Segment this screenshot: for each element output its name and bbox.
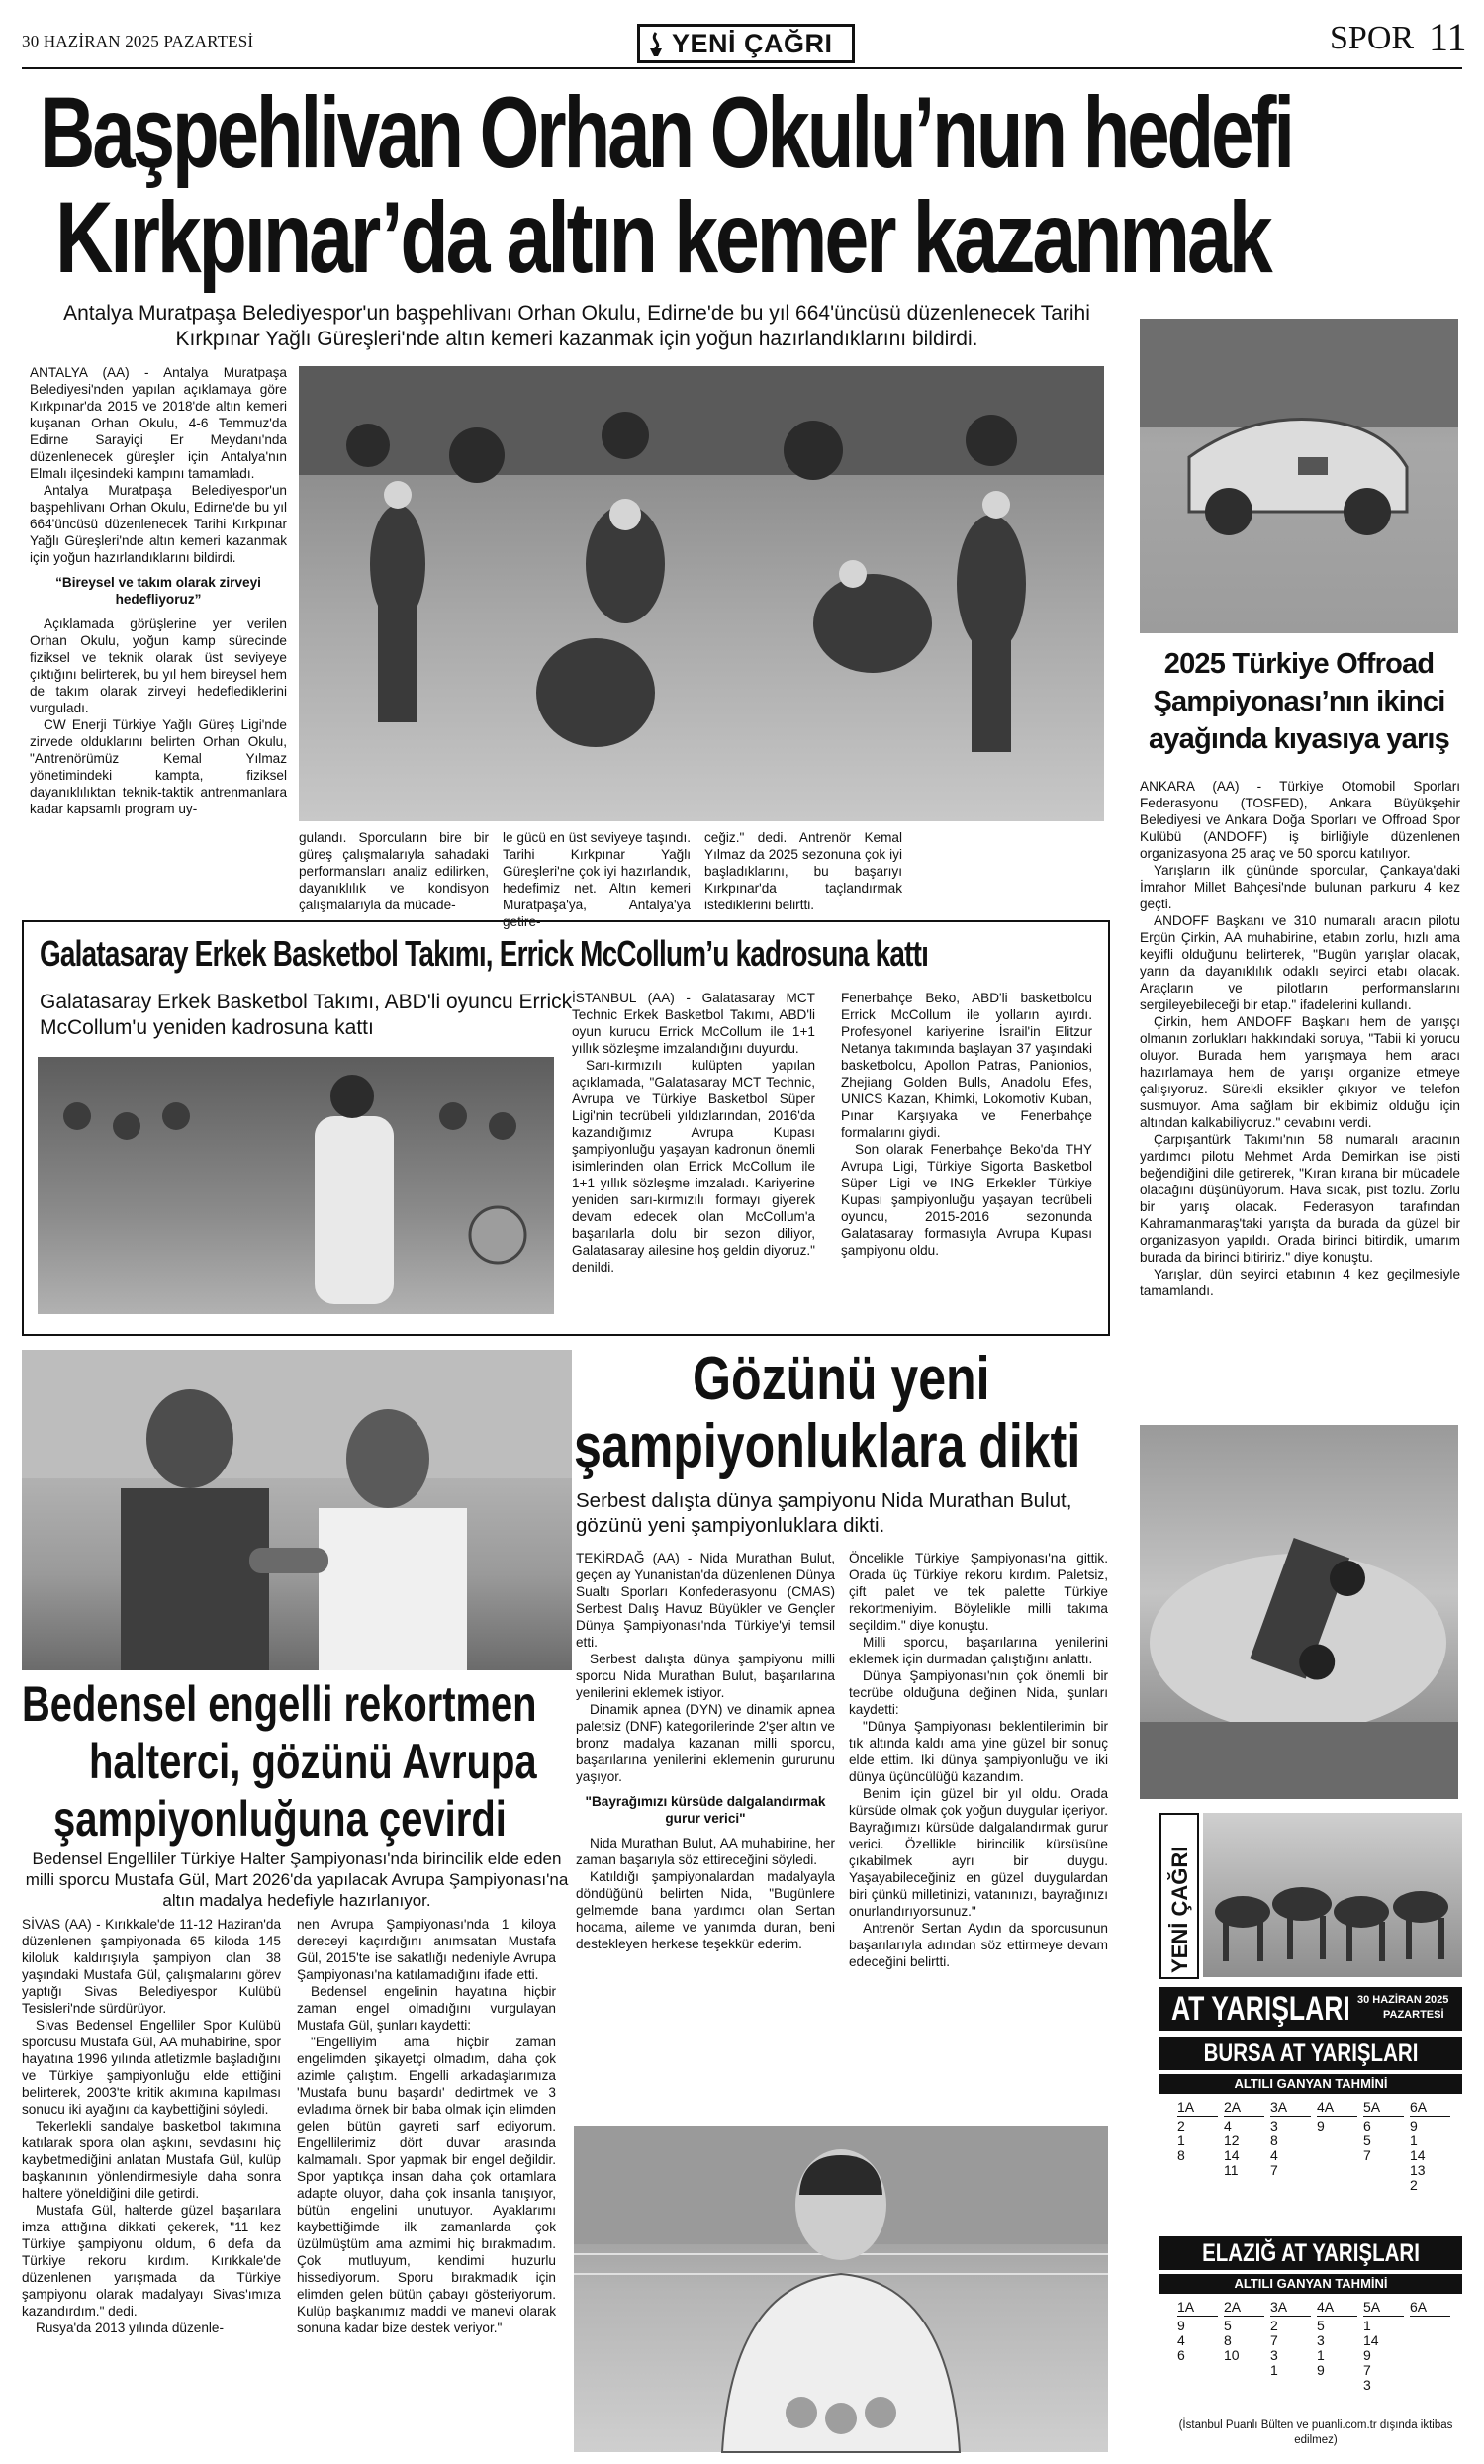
weightlifter-photo [22, 1350, 572, 1670]
basketball-player-photo [38, 1057, 554, 1314]
elazig-prediction-table [1177, 2300, 1462, 2409]
prediction-column [1410, 2300, 1450, 2319]
freediver-paragraph: Nida Murathan Bulut, AA muhabirine, her zaman başarıyla söz ettireceğini söyledi. [576, 1836, 835, 1867]
prediction-horse-number: 11 [1224, 2162, 1239, 2178]
offroad-paragraph: Yarışlar, dün seyirci etabının 4 kez geçilmesiyle tamamlandı. [1140, 1267, 1460, 1298]
masthead-logo-text: YENİ ÇAĞRI [672, 29, 833, 58]
weightlifter-paragraph: "Engelliyim ama hiçbir zaman engelimden şikayetçi olmadım, daha çok azimle çalıştım. Engelli arkadaşlarımıza 'Mustafa bunu başardı' dedirtmek ve 3 evladıma örnek bir baba olmak için elimden gelen bütün gayreti sarf ediyorum. Engellilerimiz dört duvar arasında kalmamalı. Spor yapmak bir engel değildir. Spor yaptıkça insan daha çok ortamlara adapte oluyor, daha çok insanla tanışıyor, bütün engelini unutuyor. Ayaklarımı kaybettiğimde ilk zamanlarda çok üzülmüştüm ama azmimi hiç bırakmadım. Çok mutluyum, kendimi huzurlu hissediyorum. Sporu bırakmadık için elimden gelen bütün çabayı gösteriyorum. Kulüp başkanımız maddi ve manevi olarak sonuna kadar bize destek veriyor." [297, 2035, 556, 2335]
prediction-horse-number: 3 [1270, 2347, 1278, 2363]
at-yarislari-date: 30 HAZİRAN 2025 [1357, 1994, 1449, 2006]
prediction-horse-number: 5 [1363, 2132, 1371, 2148]
prediction-horse-number: 1 [1363, 2318, 1371, 2333]
main-paragraph: le gücü en üst seviyeye taşındı. Tarihi Kırkpınar Yağlı Güreşleri'ne çok iyi hazırlandık, hedefimiz net. Altın kemeri Muratpaşa'ya, Antalya'ya getire- [503, 830, 691, 929]
bursa-title: BURSA AT YARIŞLARI [1203, 2039, 1419, 2067]
prediction-column-header: 5A [1363, 2300, 1404, 2317]
section-name: SPOR [1330, 20, 1415, 56]
basketball-paragraph: İSTANBUL (AA) - Galatasaray MCT Technic Erkek Basketbol Takımı, ABD'li oyun kurucu Errick McCollum ile 1+1 yıllık sözleşme imzalandığını duyurdu. [572, 991, 815, 1056]
wrestlers-photo [299, 366, 1104, 821]
offroad-text [1140, 778, 1460, 1411]
prediction-column [1177, 2100, 1218, 2163]
weightlifter-paragraph: nen Avrupa Şampiyonası'nda 1 kiloya dereceyi kaçırdığını anımsatan Mustafa Gül, 2015'te ise sakatlığı nedeniyle Avrupa Şampiyonası'na katılamadığını ifade etti. [297, 1917, 556, 1982]
prediction-horse-number: 7 [1363, 2147, 1371, 2163]
basketball-headline: Galatasaray Erkek Basketbol Takımı, Errick McCollum’u kadrosuna kattı [40, 933, 929, 974]
prediction-horse-number: 7 [1270, 2162, 1278, 2178]
prediction-column-header: 2A [1224, 2300, 1264, 2317]
at-yarislari-day: PAZARTESİ [1383, 2009, 1444, 2021]
prediction-column [1224, 2100, 1264, 2178]
basketball-col2 [841, 990, 1092, 1316]
prediction-column [1270, 2100, 1311, 2178]
freediver-subhead: "Bayrağımızı kürsüde dalgalandırmak gurur verici" [585, 1794, 826, 1826]
prediction-horse-number: 6 [1177, 2347, 1185, 2363]
at-yarislari-bar [1159, 1987, 1462, 2031]
prediction-column [1363, 2100, 1404, 2163]
freediver-col2 [849, 1550, 1108, 2104]
main-col2 [299, 829, 489, 912]
freediver-headline-line1: Gözünü yeni [693, 1345, 990, 1413]
prediction-column-header: 3A [1270, 2300, 1311, 2317]
prediction-column [1363, 2300, 1404, 2393]
weightlifter-paragraph: Rusya'da 2013 yılında düzenle- [36, 2321, 225, 2335]
prediction-horse-number: 13 [1410, 2162, 1426, 2178]
main-col3 [503, 829, 691, 929]
weightlifter-paragraph: Sivas Bedensel Engelliler Spor Kulübü sporcusu Mustafa Gül, AA muhabirine, spor hayatına 1996 yılında atletizmle başladığını ve Türkiye şampiyonluğu elde ettiğini belirterek, 2003'te kritik akımına kapılması sonucu iki ayağını da kaybettiğini söyledi. [22, 2018, 281, 2117]
weightlifter-lead: Bedensel Engelliler Türkiye Halter Şampiyonası'nda birincilik elde eden milli sporcu Mustafa Gül, Mart 2026'da yapılacak Avrupa Şampiyonası'na altın madalya hedefiyle hazırlanıyor. [25, 1849, 569, 1910]
offroad-paragraph: ANDOFF Başkanı ve 310 numaralı aracın pilotu Ergün Çirkin, AA muhabirine, etabın zorlu, hızlı ama keyifli olduğunu belirterek, "Bugün yarışlar olacak, yarın da dayanıklılık odaklı seyirci etabı olacak. Araçların ve pilotların performanslarını sergileyebileceği bir etap." ifadelerini kullandı. [1140, 913, 1460, 1012]
at-yarislari-title: AT YARIŞLARI [1171, 1990, 1350, 2028]
prediction-horse-number: 3 [1363, 2377, 1371, 2393]
prediction-horse-number: 14 [1224, 2147, 1240, 2163]
prediction-horse-number: 3 [1317, 2332, 1325, 2348]
prediction-horse-number: 7 [1270, 2332, 1278, 2348]
prediction-horse-number: 2 [1410, 2177, 1418, 2193]
prediction-horse-number: 2 [1177, 2118, 1185, 2133]
prediction-horse-number: 5 [1224, 2318, 1232, 2333]
prediction-column-header: 1A [1177, 2300, 1218, 2317]
prediction-column [1410, 2100, 1450, 2193]
prediction-horse-number: 1 [1410, 2132, 1418, 2148]
freediver-headline-line2: şampiyonluklara dikti [574, 1412, 1081, 1480]
elazig-title-bar [1159, 2236, 1462, 2270]
offroad-paragraph: Yarışların ilk gününde sporcular, Çankaya'daki İmrahor Millet Bahçesi'nde bulunan parkuru 4 kez geçti. [1140, 863, 1460, 911]
freediver-photo [574, 2126, 1108, 2452]
prediction-horse-number: 8 [1224, 2332, 1232, 2348]
freediver-paragraph: Serbest dalışta dünya şampiyonu milli sporcu Nida Murathan Bulut, başarılarına yenilerini eklemek istiyor. [576, 1652, 835, 1700]
prediction-column-header: 5A [1363, 2100, 1404, 2117]
prediction-column-header: 4A [1317, 2100, 1357, 2117]
issue-date: 30 HAZİRAN 2025 PAZARTESİ [22, 32, 254, 50]
main-paragraph: Antalya Muratpaşa Belediyespor'un başpehlivanı Orhan Okulu, Edirne'de bu yıl 664'üncüsü düzenlenecek Tarihi Kırkpınar Yağlı Güreşleri'nde altın kemeri kazanmak için yoğun hazırlandıklarını bildirdi. [30, 483, 287, 565]
freediver-paragraph: Benim için güzel bir yıl oldu. Orada kürsüde olmak çok yoğun duygular içeriyor. Bayrağımızı kürsüde dalgalandırmak gurur verici. Özellikle birincilik kürsüsüne çıkabilmek ayrı bir duygu. Yaşayabileceğiniz en güzel duygulardan biri çünkü milletinizi, vatanınızı, bayrağınızı onurlandırıyorsunuz." [849, 1786, 1108, 1919]
page-number: 11 [1429, 15, 1467, 59]
horse-racing-box [1159, 1813, 1462, 2456]
prediction-horse-number: 14 [1363, 2332, 1379, 2348]
offroad-headline: 2025 Türkiye Offroad Şampiyonası’nın ikinci ayağında kıyasıya yarış [1148, 648, 1450, 755]
freediver-paragraph: Antrenör Sertan Aydın da sporcusunun başarılarıyla adından söz ettirmeye devam edeceğini belirtti. [849, 1921, 1108, 1969]
basketball-paragraph: Fenerbahçe Beko, ABD'li basketbolcu Errick McCollum ile yolların ayırdı. Profesyonel kariyerine İsrail'in Elitzur Netanya takımında başlayan 37 yaşındaki basketbolcu, Apollon Patras, Panionios, Zhejiang Golden Bulls, Anadolu Efes, UNICS Kazan, Khimki, Lokomotiv Kuban, Pınar Karşıyaka ve Fenerbahçe formalarını giydi. [841, 991, 1092, 1140]
offroad-paragraph: Çarpışantürk Takımı'nın 58 numaralı aracının yardımcı pilotu Mehmet Arda Demirkan ise pisti beğendiğini dile getirerek, "Kıran kırana bir mücadele olacağını düşünüyorum. Hava sıcak, pist tozlu. Zorlu bir yarış olacak. Federasyon tarafından Kahramanmaraş'taki yarışta da burada da güzel bir organizasyon yapıldı. Orada birinci bitirdik, umarım burada da birinci bitiririz." diye konuştu. [1140, 1132, 1460, 1265]
prediction-horse-number: 2 [1270, 2318, 1278, 2333]
prediction-column-header: 2A [1224, 2100, 1264, 2117]
prediction-horse-number: 1 [1177, 2132, 1185, 2148]
main-col4 [704, 829, 902, 912]
prediction-horse-number: 9 [1363, 2347, 1371, 2363]
weightlifter-paragraph: SİVAS (AA) - Kırıkkale'de 11-12 Haziran'da düzenlenen şampiyonada 65 kiloda 145 kiloluk kaldırışıyla şampiyon olan 38 yaşındaki Mustafa Gül, çalışmalarını görev yaptığı Sivas Belediyespor Kulübü Tesisleri'nde sürdürüyor. [22, 1917, 281, 2016]
freediver-paragraph: Öncelikle Türkiye Şampiyonası'na gittik. Orada üç Türkiye rekoru kırdım. Paletsiz, çift palet ve tek palette Türkiye rekortmeniyim. Böylelikle milli takıma seçildim." diye konuştu. [849, 1551, 1108, 1633]
freediver-paragraph: "Dünya Şampiyonası beklentilerimin bir tık altında kaldı ama yine güzel bir sonuç elde ettim. İki dünya şampiyonluğu ve iki dünya üçüncülüğü kazandım. [849, 1719, 1108, 1784]
basketball-paragraph: Sarı-kırmızılı kulüpten yapılan açıklamada, "Galatasaray MCT Technic, Avrupa ve Türkiye Basketbol Süper Ligi'nin tecrübeli yıldızlarından, 2016'da kazandığımız Avrupa Kupası şampiyonluğu yaşayan kadronun önemli isimlerinden olan Errick McCollum ile 1+1 yıllık sözleşme imzaladı. Kariyerine yeniden sarı-kırmızılı formayı giyerek devam edecek olan McCollum'a başarılarla dolu bir sezon diliyor, Galatasaray ailesine hoş geldin diyoruz." denildi. [572, 1058, 815, 1275]
horse-racing-logo [1159, 1813, 1199, 1979]
offroad-paragraph: ANKARA (AA) - Türkiye Otomobil Sporları Federasyonu (TOSFED), Ankara Büyükşehir Belediyesi ve Ankara Doğa Sporları ve Offroad Spor Kulübü (ANDOFF) iş birliğiyle düzenlenen organizasyona 25 araç ve 50 sporcu katılıyor. [1140, 779, 1460, 861]
prediction-horse-number: 9 [1410, 2118, 1418, 2133]
main-headline-line1: Başpehlivan Orhan Okulu’nun hedefi [40, 76, 1293, 189]
elazig-title: ELAZIĞ AT YARIŞLARI [1202, 2239, 1420, 2267]
weightlifter-headline-line1: Bedensel engelli rekortmen [22, 1676, 537, 1732]
offroad-paragraph: Çirkin, hem ANDOFF Başkanı hem de yarışçı olmanın zorlukları hakkındaki soruya, "Tabii ki yorucu oluyor. Burada hem yarışmaya hem aracı hazırlamaya hem de yarışı organize etmeye çalışıyoruz. Sürekli eksikler çıkıyor ve telefon susmuyor. Ama sağlam bir ekibimiz olduğu için altından kalkabiliyoruz." cevabını verdi. [1140, 1014, 1460, 1130]
prediction-horse-number: 10 [1224, 2347, 1240, 2363]
torch-icon [646, 31, 666, 58]
bursa-prediction-table [1177, 2100, 1462, 2219]
freediver-paragraph: Katıldığı şampiyonalardan madalyayla döndüğünü belirten Nida, "Bugünlere gelmemde bana yardımcı olan Sertan hocama, aileme ve yanımda duran, beni destekleyen herkese teşekkür ederim. [576, 1869, 835, 1951]
prediction-horse-number: 8 [1270, 2132, 1278, 2148]
main-paragraph: CW Enerji Türkiye Yağlı Güreş Ligi'nde zirvede olduklarını belirten Orhan Okulu, "Antrenörümüz Kemal Yılmaz yönetimindeki kampta, fiziksel dayanıklılıktan teknik-taktik antrenmanlara kadar kapsamlı program uy- [30, 717, 287, 816]
prediction-column [1177, 2300, 1218, 2363]
freediver-paragraph: Dinamik apnea (DYN) ve dinamik apnea paletsiz (DNF) kategorilerinde 2'şer altın ve bronz madalya kazanan milli sporcu, başarılarına yenilerini eklemenin gururunu yaşıyor. [576, 1702, 835, 1784]
basketball-col1 [572, 990, 815, 1316]
weightlifter-paragraph: Mustafa Gül, halterde güzel başarılara imza attığına dikkati çekerek, "11 kez Türkiye şampiyonu oldum, 6 defa da Türkiye rekoru kırdım. Kırıkkale'de düzenlenen yarışmada da Türkiye şampiyonu olarak madalyayı Sivas'ımıza kazandırdım." dedi. [22, 2203, 281, 2319]
main-paragraph: ANTALYA (AA) - Antalya Muratpaşa Belediyesi'nden yapılan açıklamaya göre Kırkpınar'da 2015 ve 2018'de altın kemeri kuşanan Orhan Okulu, 4-6 Temmuz'da Edirne Sarayiçi Er Meydanı'nda düzenlenecek güreşler için Antalya'nın Elmalı ilçesindeki kampını tamamladı. [30, 365, 287, 481]
weightlifter-col1 [22, 1916, 281, 2456]
offroad-jump-photo [1140, 1425, 1458, 1799]
weightlifter-headline-line2: halterci, gözünü Avrupa [89, 1734, 537, 1789]
main-paragraph: Açıklamada görüşlerine yer verilen Orhan Okulu, yoğun kamp sürecinde fiziksel ve teknik olarak üst seviyeye çıktığını belirterek, bu yıl hem bireysel hem de takım olarak zirveyi hedeflediklerini vurguladı. [30, 616, 287, 715]
prediction-horse-number: 14 [1410, 2147, 1426, 2163]
horse-racing-footnote: (İstanbul Puanlı Bülten ve puanli.com.tr dışında iktibas edilmez) [1178, 2419, 1453, 2446]
masthead-logo [637, 24, 855, 63]
weightlifter-headline-line3: şampiyonluğuna çevirdi [53, 1791, 507, 1847]
elazig-subtitle-bar [1159, 2274, 1462, 2294]
prediction-horse-number: 12 [1224, 2132, 1240, 2148]
prediction-column-header: 6A [1410, 2300, 1450, 2317]
main-col1 [30, 364, 287, 903]
prediction-horse-number: 8 [1177, 2147, 1185, 2163]
prediction-horse-number: 9 [1317, 2118, 1325, 2133]
freediver-col1 [576, 1550, 835, 2104]
bursa-title-bar [1159, 2037, 1462, 2070]
prediction-horse-number: 4 [1224, 2118, 1232, 2133]
prediction-column [1317, 2100, 1357, 2133]
freediver-paragraph: TEKİRDAĞ (AA) - Nida Murathan Bulut, geçen ay Yunanistan'da düzenlenen Dünya Sualtı Sporları Konfederasyonu (CMAS) Serbest Dalış Havuz Büyükler ve Gençler Dünya Şampiyonası'nda Türkiye'yi temsil etti. [576, 1551, 835, 1650]
prediction-horse-number: 6 [1363, 2118, 1371, 2133]
freediver-paragraph: Dünya Şampiyonası'nın çok önemli bir tecrübe olduğuna değinen Nida, şunları kaydetti: [849, 1668, 1108, 1717]
prediction-horse-number: 1 [1317, 2347, 1325, 2363]
basketball-paragraph: Son olarak Fenerbahçe Beko'da THY Avrupa Ligi, Türkiye Sigorta Basketbol Süper Ligi ve ING Erkekler Türkiye Kupası şampiyonluğu yaşayan tecrübeli oyuncu, 2015-2016 sezonunda Galatasaray formasıyla Avrupa Kupası şampiyonu oldu. [841, 1142, 1092, 1258]
bursa-subtitle-bar [1159, 2074, 1462, 2094]
prediction-horse-number: 5 [1317, 2318, 1325, 2333]
prediction-column-header: 6A [1410, 2100, 1450, 2117]
offroad-car-photo [1140, 319, 1458, 633]
freediver-lead: Serbest dalışta dünya şampiyonu Nida Murathan Bulut, gözünü yeni şampiyonluklara dikti. [576, 1489, 1072, 1537]
weightlifter-paragraph: Bedensel engelinin hayatına hiçbir zaman engel olmadığını vurgulayan Mustafa Gül, şunları kaydetti: [297, 1984, 556, 2033]
prediction-column [1270, 2300, 1311, 2378]
bursa-subtitle: ALTILI GANYAN TAHMİNİ [1234, 2076, 1388, 2091]
weightlifter-paragraph: Tekerlekli sandalye basketbol takımına katılarak spora olan aşkını, sevdasını hiç kaybetmediğini anlatan Mustafa Gül, kulüp başkanının yönlendirmesiyle daha sonra haltere yöneldiğini dile getirdi. [22, 2119, 281, 2201]
prediction-horse-number: 7 [1363, 2362, 1371, 2378]
prediction-column [1317, 2300, 1357, 2378]
prediction-horse-number: 9 [1177, 2318, 1185, 2333]
main-paragraph: ceğiz." dedi. Antrenör Kemal Yılmaz da 2025 sezonuna çok iyi başladıklarını, bu başarıyı Kırkpınar'da taçlandırmak istediklerini belirtti. [704, 830, 902, 912]
prediction-horse-number: 4 [1270, 2147, 1278, 2163]
prediction-horse-number: 9 [1317, 2362, 1325, 2378]
main-lead: Antalya Muratpaşa Belediyespor'un başpehlivanı Orhan Okulu, Edirne'de bu yıl 664'üncüsü düzenlenecek Tarihi Kırkpınar Yağlı Güreşleri'nde altın kemeri kazanmak için yoğun hazırlandıklarını bildirdi. [63, 302, 1090, 350]
weightlifter-col2 [297, 1916, 556, 2456]
header-rule [22, 67, 1462, 69]
horses-photo [1203, 1813, 1462, 1977]
main-headline-line2: Kırkpınar’da altın kemer kazanmak [55, 181, 1270, 294]
prediction-column-header: 1A [1177, 2100, 1218, 2117]
freediver-paragraph: Milli sporcu, başarılarına yenilerini eklemek için durmadan çalıştığını anlattı. [849, 1635, 1108, 1666]
basketball-lead: Galatasaray Erkek Basketbol Takımı, ABD'li oyuncu Errick McCollum'u yeniden kadrosuna kattı [40, 991, 573, 1039]
prediction-column [1224, 2300, 1264, 2363]
prediction-column-header: 3A [1270, 2100, 1311, 2117]
main-subhead: “Bireysel ve takım olarak zirveyi hedefliyoruz” [55, 575, 261, 607]
horse-racing-logo-text: YENİ ÇAĞRI [1167, 1846, 1192, 1973]
prediction-column-header: 4A [1317, 2300, 1357, 2317]
prediction-horse-number: 3 [1270, 2118, 1278, 2133]
elazig-subtitle: ALTILI GANYAN TAHMİNİ [1234, 2276, 1388, 2291]
main-paragraph: gulandı. Sporcuların bire bir güreş çalışmalarıyla sahadaki performansları analiz edilirken, dayanıklılık ve kondisyon çalışmalarıyla da mücade- [299, 830, 489, 912]
prediction-horse-number: 4 [1177, 2332, 1185, 2348]
prediction-horse-number: 1 [1270, 2362, 1278, 2378]
